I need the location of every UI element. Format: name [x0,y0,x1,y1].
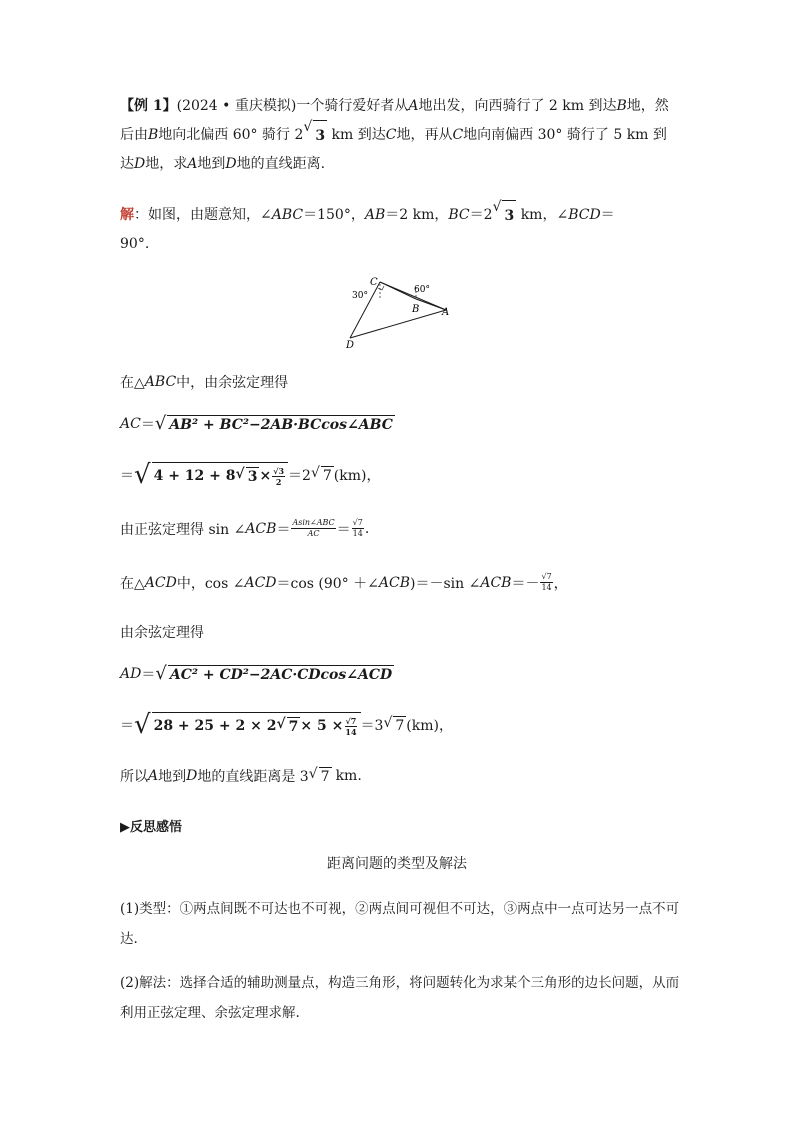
var: AC [120,416,141,432]
fraction [344,716,357,737]
sqrt: √ 7 [308,766,330,785]
var: ACD [244,574,277,591]
text: 在△ [120,575,145,592]
text: km. [335,768,362,784]
sqrt: √ 7 [383,715,405,734]
text: ＝150°， [303,207,365,223]
solution-text [120,200,680,258]
text: (km)， [333,468,381,484]
var: D [225,156,237,172]
example-problem [120,92,680,178]
var: B [616,98,627,114]
text: ， [553,575,568,592]
text: ＝ [336,521,351,538]
reflection-title: 距离问题的类型及解法 [327,856,467,872]
text: ＝2 [288,468,311,484]
denominator: 14 [345,726,357,737]
sqrt: √ 3 [235,466,258,485]
angle-30-label: 30° [352,291,368,301]
text: )＝－sin ∠ [410,575,481,592]
var: ABC [144,374,177,390]
radicand: 3 [247,469,258,485]
label-b: B [412,304,420,315]
var: D [134,156,146,172]
var: A [187,156,198,172]
text: 地向南偏西 30° 骑行了 5 km 到达 [120,127,667,172]
solution-tag: 解 [120,207,134,223]
formula-ac [120,414,395,434]
text: ＝－ [511,575,540,592]
formula-ac-value [120,462,380,488]
text: . [364,520,370,537]
right-angle-mark [378,286,384,290]
step-law-cosines-abc [120,372,288,392]
text: 地到 [158,769,187,785]
sqrt: √ 28 + 25 + 2 × 2 √ 7 × 5 × $\frac{√7}{14}$ [134,712,361,738]
text: (km)， [406,718,453,734]
segment-cb [380,282,416,299]
text: km 到达 [331,127,386,143]
denominator: 14 [352,529,363,538]
text: km，∠ [520,207,569,223]
radicand: 7 [395,718,405,734]
text: 90°. [120,236,150,252]
sqrt: √ 7 [310,465,332,484]
angle-60-label: 60° [414,285,430,295]
numerator: √3 [273,465,285,476]
example-text [120,92,680,178]
text: 地到 [197,156,226,172]
text: × [259,468,272,484]
sqrt: √ AB² + BC²−2AB·BCcos∠ABC [154,413,393,434]
var: D [186,768,198,784]
text: 地，再从 [396,127,453,143]
radicand: 7 [320,769,330,785]
text: 地，求 [145,156,188,172]
fraction [291,518,335,539]
numerator: √7 [345,715,357,726]
text: ＝3 [360,718,384,734]
fraction [272,466,285,487]
text: 由正弦定理得 sin ∠ [120,521,246,538]
text: ：如图，由题意知，∠ [134,207,272,223]
text: ＝ [276,521,291,538]
text: 由余弦定理得 [120,625,204,641]
sqrt: √ 3 [493,200,517,230]
radicand: 7 [322,468,332,484]
var: BC [448,207,470,223]
example-tag: 【例 1】 [120,98,177,114]
sqrt: √ 4 + 12 + 8 √ 3 × $\frac{√3}{2}$ [134,462,288,488]
example-source: (2024 • 重庆模拟) [176,98,297,114]
reflection-heading: ▶反思感悟 [120,820,182,835]
text: 地的直线距离. [236,156,326,172]
text: ＝ [120,718,134,734]
solution-intro [120,200,680,258]
text: 地，然后由 [120,98,669,143]
radicand: 3 [313,120,327,150]
step-law-sines [120,518,369,539]
text: 地出发，向西骑行了 2 km 到达 [418,98,617,114]
var: AD [120,666,142,682]
radicand: AC² + CD²−2AC·CDcos∠ACD [169,667,393,683]
numerator: Asin∠ABC [292,518,335,527]
text: 中，由余弦定理得 [176,375,289,391]
numerator: √7 [541,572,552,581]
label-a: A [442,307,450,318]
var: A [408,98,419,114]
sqrt: √ 3 [303,120,327,150]
text: 地向北偏西 60° 骑行 [158,127,291,143]
numerator: √7 [352,518,363,527]
conclusion [120,766,362,786]
denominator: 2 [275,476,282,487]
step-cos-acd [120,572,568,593]
reflection-item-1: (1)类型：①两点间既不可达也不可视，②两点间可视但不可达，③两点中一点可达另一点不可达. [120,901,680,947]
radicand: 3 [502,200,516,230]
radicand: 7 [288,719,299,735]
radicand: AB² + BC²−2AB·BCcos∠ABC [169,417,393,433]
text: 一个骑行爱好者从 [296,98,409,114]
coef: 2 [294,127,304,143]
text: 4 + 12 + 8 [153,468,236,484]
text: 所以 [120,769,148,785]
reflection-item-2: (2)解法：选择合适的辅助测量点，构造三角形，将问题转化为求某个三角形的边长问题，从而利用正弦定理、余弦定理求解. [120,975,680,1021]
text: ＝ [141,667,156,683]
var: B [148,127,159,143]
var: A [148,768,159,784]
text: 中，cos ∠ [176,575,245,592]
denominator: AC [307,529,320,538]
var: AB [364,207,386,223]
sqrt: √ AC² + CD²−2AC·CDcos∠ACD [155,663,393,684]
label-d: D [346,340,355,351]
label-c: C [370,277,378,288]
text: ＝ [140,417,155,433]
segment-da [350,310,446,338]
sqrt: √ 7 [276,716,299,735]
text: ＝ [600,207,615,223]
var: C [385,127,397,143]
var: BCD [568,207,601,223]
var: ACB [378,574,411,591]
var: ABC [271,207,304,223]
text: ＝cos (90° ＋∠ [276,575,379,592]
fraction [352,518,364,539]
text: 地的直线距离是 3 [197,769,309,785]
text: ＝2 [469,207,493,223]
var: ACB [480,574,512,591]
formula-ad-value [120,712,453,738]
fraction [540,572,552,593]
denominator: 14 [541,583,552,592]
text: ＝2 km， [385,207,449,223]
formula-ad [120,664,394,684]
text: 28 + 25 + 2 × 2 [153,718,277,734]
var: C [452,127,464,143]
text: ＝ [120,468,134,484]
var: ACB [245,520,277,537]
triangle-figure [340,272,460,354]
var: ACD [144,574,177,591]
step-law-cosines-acd [120,622,204,642]
text: 在△ [120,375,145,391]
text: × 5 × [300,718,344,734]
